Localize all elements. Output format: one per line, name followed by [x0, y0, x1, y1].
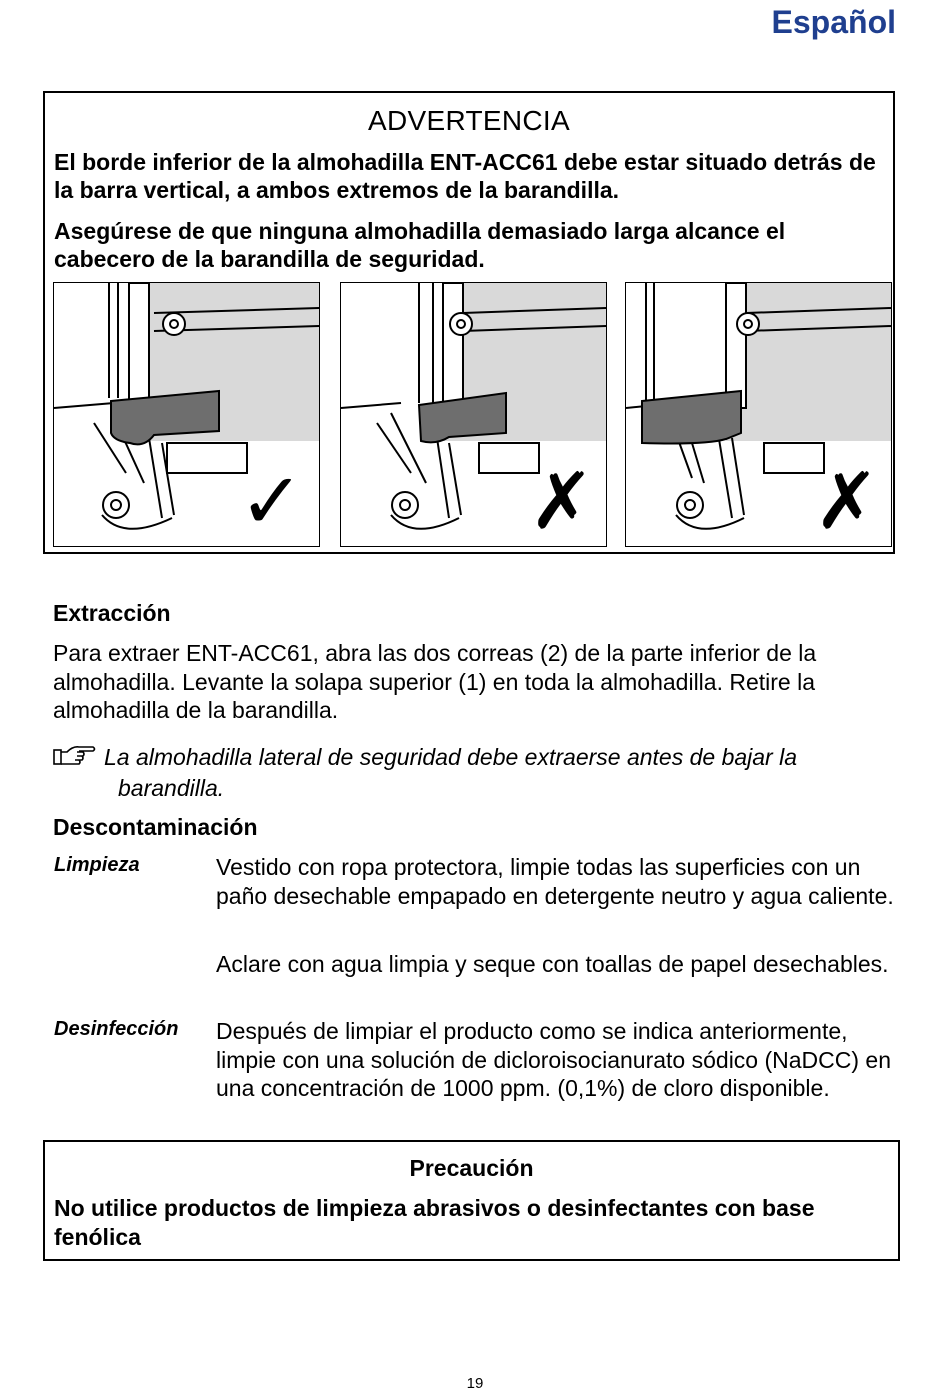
- warning-box: [43, 91, 895, 554]
- note-text-continued: barandilla.: [118, 775, 225, 801]
- check-mark-icon: ✓: [239, 457, 305, 546]
- language-label: Español: [771, 4, 896, 40]
- term-cleaning: Limpieza: [54, 854, 140, 876]
- figure-panel-incorrect-2: [625, 282, 892, 547]
- cleaning-paragraph-2: Aclare con agua limpia y seque con toallas de papel desechables.: [216, 951, 889, 977]
- figure-panel-incorrect-1: [340, 282, 607, 547]
- warning-paragraph-2: Asegúrese de que ninguna almohadilla demasiado larga alcance el cabecero de la barandilla de seguridad.: [54, 218, 786, 272]
- page-number: 19: [466, 1375, 484, 1392]
- term-disinfection: Desinfección: [54, 1018, 179, 1040]
- siderail-pad-illustration: [626, 283, 891, 546]
- siderail-pad-illustration: [341, 283, 606, 546]
- disinfection-paragraph: Después de limpiar el producto como se indica anteriormente, limpie con una solución de dicloroisocianurato sódico (NaDCC) en una concentración de 1000 ppm. (0,1%) de cloro disponible.: [216, 1018, 892, 1101]
- caution-title: Precaución: [409, 1155, 534, 1181]
- cross-mark-icon: ✗: [814, 457, 880, 546]
- warning-title: ADVERTENCIA: [368, 105, 570, 136]
- caution-text: No utilice productos de limpieza abrasivos o desinfectantes con base fenólica: [54, 1195, 815, 1250]
- extraction-heading: Extracción: [53, 600, 171, 626]
- pointing-hand-icon: [53, 744, 97, 768]
- figure-panel-correct: [53, 282, 320, 547]
- extraction-text: Para extraer ENT-ACC61, abra las dos correas (2) de la parte inferior de la almohadilla. Levante la solapa superior (1) en toda la almohadilla. Retire la almohadilla de la barandilla.: [53, 640, 817, 723]
- siderail-pad-illustration: [54, 283, 319, 546]
- cleaning-paragraph-1: Vestido con ropa protectora, limpie todas las superficies con un paño desechable empapado en detergente neutro y agua caliente.: [216, 854, 894, 909]
- caution-box: [43, 1140, 900, 1261]
- cross-mark-icon: ✗: [529, 457, 595, 546]
- decontamination-heading: Descontaminación: [53, 814, 258, 840]
- warning-paragraph-1: El borde inferior de la almohadilla ENT-ACC61 debe estar situado detrás de la barra vertical, a ambos extremos de la barandilla.: [54, 149, 876, 203]
- note-text: La almohadilla lateral de seguridad debe extraerse antes de bajar la: [104, 744, 798, 770]
